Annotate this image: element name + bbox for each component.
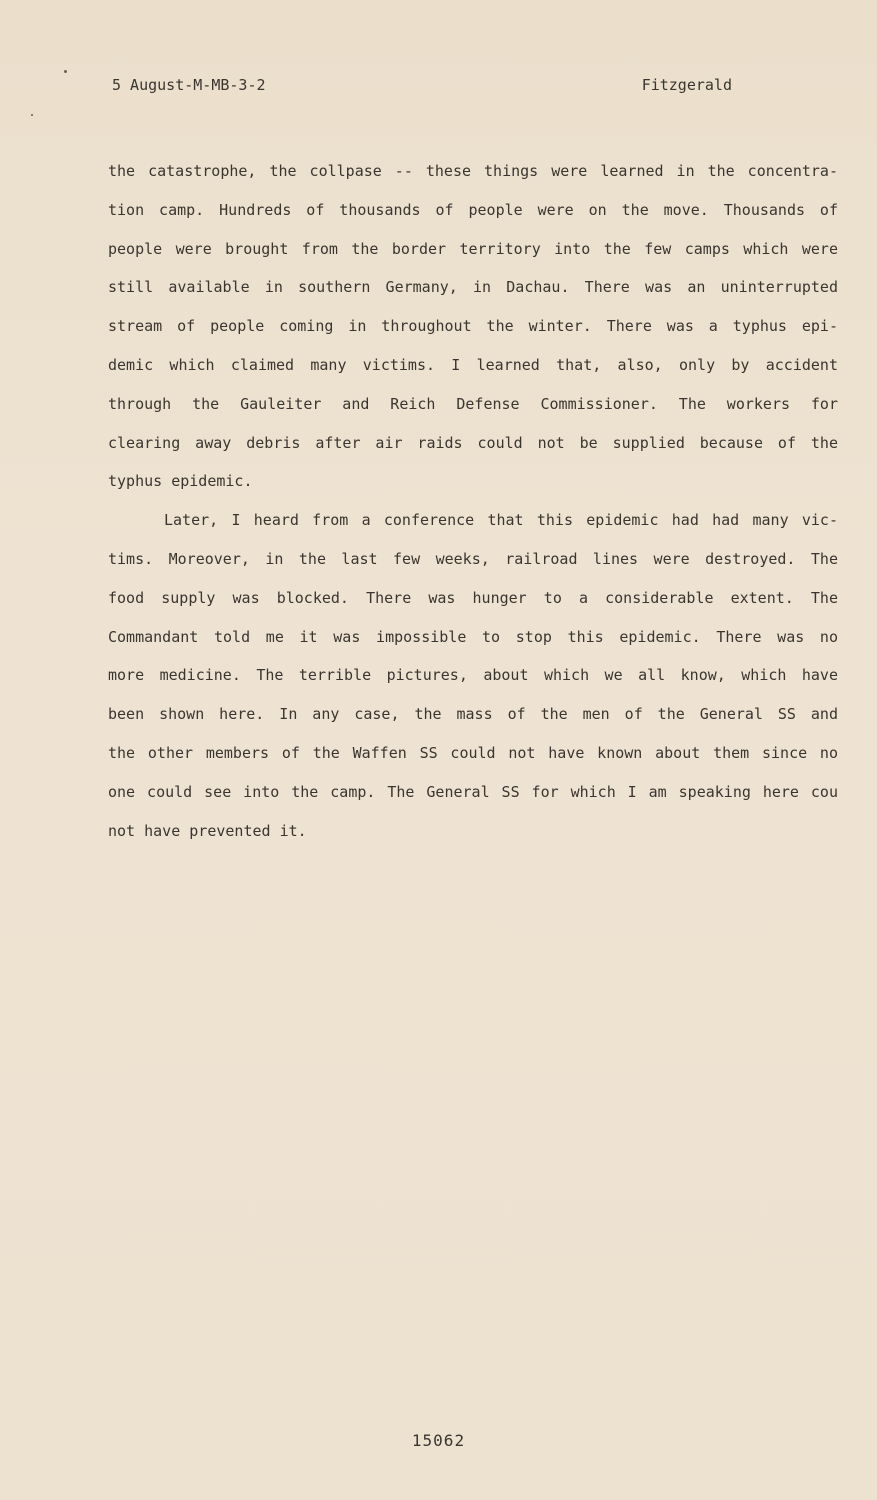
text-line: been shown here. In any case, the mass of the men of the General SS and: [108, 705, 838, 724]
text-line: typhus epidemic.: [108, 472, 253, 491]
speaker-name: Fitzgerald: [641, 76, 732, 94]
text-line: tims. Moreover, in the last few weeks, railroad lines were destroyed. The: [108, 549, 838, 568]
text-line: people were brought from the border territory into the few camps which were: [108, 239, 838, 258]
paper-speck: [64, 70, 67, 73]
text-line: through the Gauleiter and Reich Defense Commissioner. The workers for: [108, 394, 838, 413]
text-line: one could see into the camp. The General SS for which I am speaking here cou: [108, 782, 838, 801]
page-header: [112, 76, 732, 100]
paper-speck: [31, 114, 33, 116]
text-line: tion camp. Hundreds of thousands of people were on the move. Thousands of: [108, 200, 838, 219]
text-line: the other members of the Waffen SS could not have known about them since no: [108, 743, 838, 762]
transcript-body: [108, 152, 838, 850]
text-line: Commandant told me it was impossible to stop this epidemic. There was no: [108, 627, 838, 646]
text-line: demic which claimed many victims. I learned that, also, only by accident: [108, 355, 838, 374]
text-line: still available in southern Germany, in Dachau. There was an uninterrupted: [108, 278, 838, 297]
text-line: food supply was blocked. There was hunger to a considerable extent. The: [108, 588, 838, 607]
page-number: 15062: [411, 1431, 466, 1450]
document-reference: 5 August-M-MB-3-2: [112, 76, 266, 94]
text-line: more medicine. The terrible pictures, about which we all know, which have: [108, 666, 838, 685]
text-line: clearing away debris after air raids could not be supplied because of the: [108, 433, 838, 452]
text-line: stream of people coming in throughout the winter. There was a typhus epi-: [108, 317, 838, 336]
text-line: the catastrophe, the collpase -- these things were learned in the concentra-: [108, 162, 838, 180]
text-line: not have prevented it.: [108, 821, 307, 840]
text-line: Later, I heard from a conference that this epidemic had had many vic-: [164, 511, 838, 530]
